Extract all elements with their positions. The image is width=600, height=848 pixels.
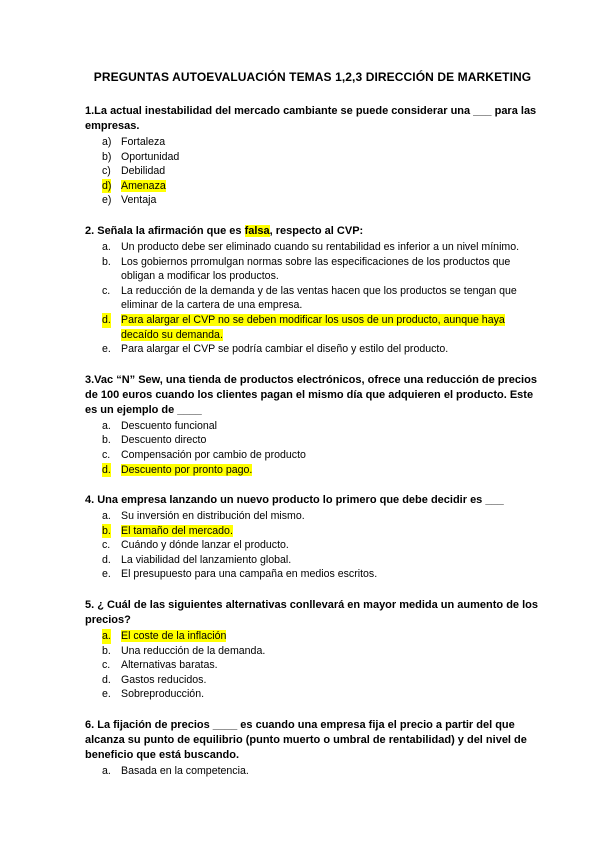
option-d <box>85 673 540 688</box>
document-title: PREGUNTAS AUTOEVALUACIÓN TEMAS 1,2,3 DIRECCIÓN DE MARKETING <box>93 70 532 84</box>
option-c <box>85 538 540 553</box>
option-a <box>85 509 540 524</box>
question-text: 4. Una empresa lanzando un nuevo producto lo primero que debe decidir es ___ <box>85 494 504 507</box>
option-text: Para alargar el CVP no se deben modificar los usos de un producto, aunque haya decaído su demanda. <box>121 313 505 341</box>
option-text: Oportunidad <box>121 150 180 163</box>
option-c <box>85 164 540 179</box>
option-letter: d. <box>102 553 111 566</box>
option-text: El tamaño del mercado. <box>121 524 233 537</box>
option-text: Para alargar el CVP se podría cambiar el diseño y estilo del producto. <box>121 343 449 356</box>
option-text: Basada en la competencia. <box>121 765 249 778</box>
question-text: 1.La actual inestabilidad del mercado cambiante se puede considerar una ___ para las empresas. <box>85 105 537 132</box>
option-letter: c. <box>102 659 111 672</box>
option-letter: d) <box>102 179 112 192</box>
options-list <box>85 419 540 477</box>
option-d-highlighted <box>85 179 540 194</box>
option-letter: a. <box>102 765 111 778</box>
option-letter: d. <box>102 463 111 476</box>
option-letter: d. <box>102 313 111 326</box>
option-text: Amenaza <box>121 179 166 192</box>
option-text: El coste de la inflación <box>121 630 227 643</box>
option-b <box>85 433 540 448</box>
option-text: Una reducción de la demanda. <box>121 644 266 657</box>
option-b <box>85 255 540 284</box>
option-letter: e. <box>102 343 111 356</box>
option-c <box>85 284 540 313</box>
option-b <box>85 150 540 165</box>
options-list <box>85 509 540 582</box>
option-letter: e) <box>102 194 112 207</box>
option-text: Fortaleza <box>121 136 166 148</box>
option-a <box>85 240 540 255</box>
option-letter: c) <box>102 165 111 178</box>
option-letter: b. <box>102 644 111 657</box>
option-letter: b. <box>102 524 111 537</box>
option-text: Gastos reducidos. <box>121 673 207 686</box>
option-e <box>85 567 540 582</box>
question-4 <box>85 493 540 582</box>
option-text: Descuento funcional <box>121 419 217 432</box>
question-text: 5. ¿ Cuál de las siguientes alternativas conllevará en mayor medida un aumento de los precios? <box>85 599 538 627</box>
highlighted-word: falsa <box>244 224 270 237</box>
question-1 <box>85 104 540 208</box>
option-d-highlighted <box>85 463 540 478</box>
option-text: Debilidad <box>121 165 166 178</box>
option-text: Un producto debe ser eliminado cuando su rentabilidad es inferior a un nivel mínimo. <box>121 240 520 253</box>
option-text: Descuento por pronto pago. <box>121 463 253 476</box>
option-letter: c. <box>102 539 111 552</box>
question-5 <box>85 598 540 702</box>
option-b <box>85 644 540 659</box>
option-letter: e. <box>102 568 111 581</box>
options-list <box>85 629 540 702</box>
option-c <box>85 448 540 463</box>
option-a <box>85 135 540 150</box>
option-text: Cuándo y dónde lanzar el producto. <box>121 539 289 552</box>
options-list <box>85 135 540 208</box>
option-e <box>85 193 540 208</box>
option-d-highlighted <box>85 313 540 342</box>
option-letter: b) <box>102 150 112 163</box>
option-c <box>85 658 540 673</box>
option-text: Ventaja <box>121 194 157 207</box>
option-letter: a. <box>102 510 111 523</box>
option-text: Alternativas baratas. <box>121 659 218 672</box>
option-text: La reducción de la demanda y de las ventas hacen que los productos se tengan que eliminar de la cartera de una empresa. <box>121 284 517 312</box>
option-letter: b. <box>102 255 111 268</box>
question-6 <box>85 718 540 779</box>
option-letter: b. <box>102 434 111 447</box>
option-text: Sobreproducción. <box>121 688 205 701</box>
option-e <box>85 687 540 702</box>
option-letter: c. <box>102 284 111 297</box>
options-list <box>85 240 540 357</box>
option-a <box>85 764 540 779</box>
question-text: 2. Señala la afirmación que es falsa, respecto al CVP: <box>85 224 364 237</box>
question-text: 6. La fijación de precios ____ es cuando una empresa fija el precio a partir del que alcanza su punto de equilibrio (punto muerto o umbral de rentabilidad) y del nivel de beneficio que está buscando. <box>85 719 527 762</box>
option-letter: a. <box>102 419 111 432</box>
option-letter: a) <box>102 136 112 148</box>
option-text: Descuento directo <box>121 434 207 447</box>
option-text: El presupuesto para una campaña en medios escritos. <box>121 568 378 581</box>
option-letter: a. <box>102 630 111 643</box>
option-text: Compensación por cambio de producto <box>121 448 306 461</box>
option-letter: c. <box>102 448 111 461</box>
option-text: Los gobiernos prromulgan normas sobre las especificaciones de los productos que obligan a modificar los productos. <box>121 255 511 283</box>
question-2 <box>85 224 540 357</box>
option-letter: e. <box>102 688 111 701</box>
option-a-highlighted <box>85 629 540 644</box>
option-letter: d. <box>102 673 111 686</box>
option-text: Su inversión en distribución del mismo. <box>121 510 305 523</box>
option-e <box>85 342 540 357</box>
option-letter: a. <box>102 240 111 253</box>
option-b-highlighted <box>85 524 540 539</box>
option-a <box>85 419 540 434</box>
question-text: 3.Vac “N” Sew, una tienda de productos electrónicos, ofrece una reducción de precios de 100 euros cuando los clientes pagan el mismo día que adquieren el producto. Este es un ejemplo de ____ <box>85 373 537 416</box>
option-text: La viabilidad del lanzamiento global. <box>121 553 292 566</box>
option-d <box>85 553 540 568</box>
options-list <box>85 764 540 779</box>
question-3 <box>85 373 540 477</box>
